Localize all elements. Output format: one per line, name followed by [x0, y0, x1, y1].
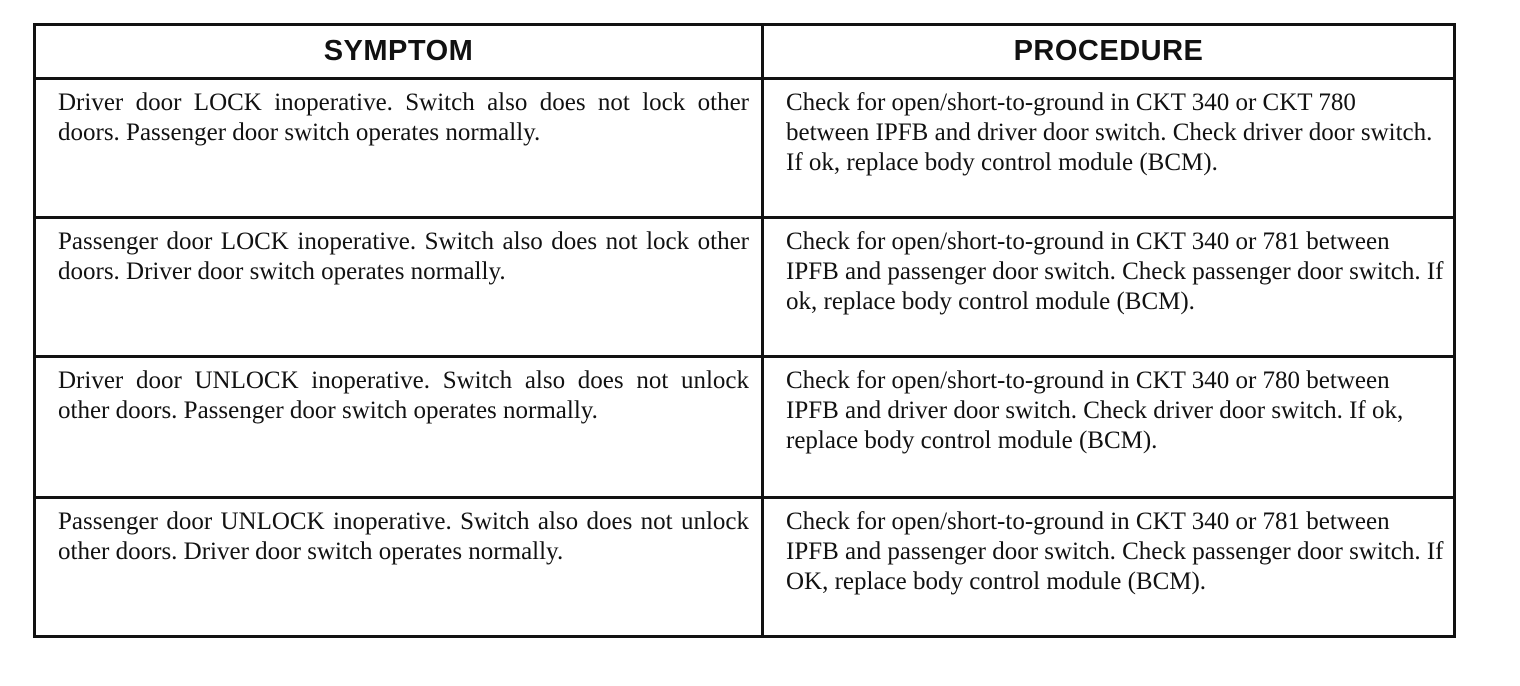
- procedure-column-header: PROCEDURE: [763, 25, 1455, 79]
- symptom-procedure-table: [33, 23, 1456, 638]
- table-body: [35, 79, 1455, 637]
- table-row: [35, 498, 1455, 637]
- header-row: [35, 25, 1455, 79]
- table-row: [35, 218, 1455, 357]
- symptom-cell: Driver door LOCK inoperative. Switch also does not lock other doors. Passenger door switch operates normally.: [35, 79, 763, 218]
- symptom-column-header: SYMPTOM: [35, 25, 763, 79]
- symptom-cell: Driver door UNLOCK inoperative. Switch also does not unlock other doors. Passenger door switch operates normally.: [35, 357, 763, 498]
- table-row: [35, 357, 1455, 498]
- procedure-cell: Check for open/short-to-ground in CKT 340 or 781 between IPFB and passenger door switch. Check passenger door switch. If OK, replace body control module (BCM).: [763, 498, 1455, 637]
- symptom-cell: Passenger door LOCK inoperative. Switch also does not lock other doors. Driver door switch operates normally.: [35, 218, 763, 357]
- symptom-cell: Passenger door UNLOCK inoperative. Switch also does not unlock other doors. Driver door switch operates normally.: [35, 498, 763, 637]
- procedure-cell: Check for open/short-to-ground in CKT 340 or 781 between IPFB and passenger door switch. Check passenger door switch. If ok, replace body control module (BCM).: [763, 218, 1455, 357]
- procedure-cell: Check for open/short-to-ground in CKT 340 or CKT 780 between IPFB and driver door switch. Check driver door switch. If ok, replace body control module (BCM).: [763, 79, 1455, 218]
- procedure-cell: Check for open/short-to-ground in CKT 340 or 780 between IPFB and driver door switch. Check driver door switch. If ok, replace body control module (BCM).: [763, 357, 1455, 498]
- table-header: [35, 25, 1455, 79]
- table-row: [35, 79, 1455, 218]
